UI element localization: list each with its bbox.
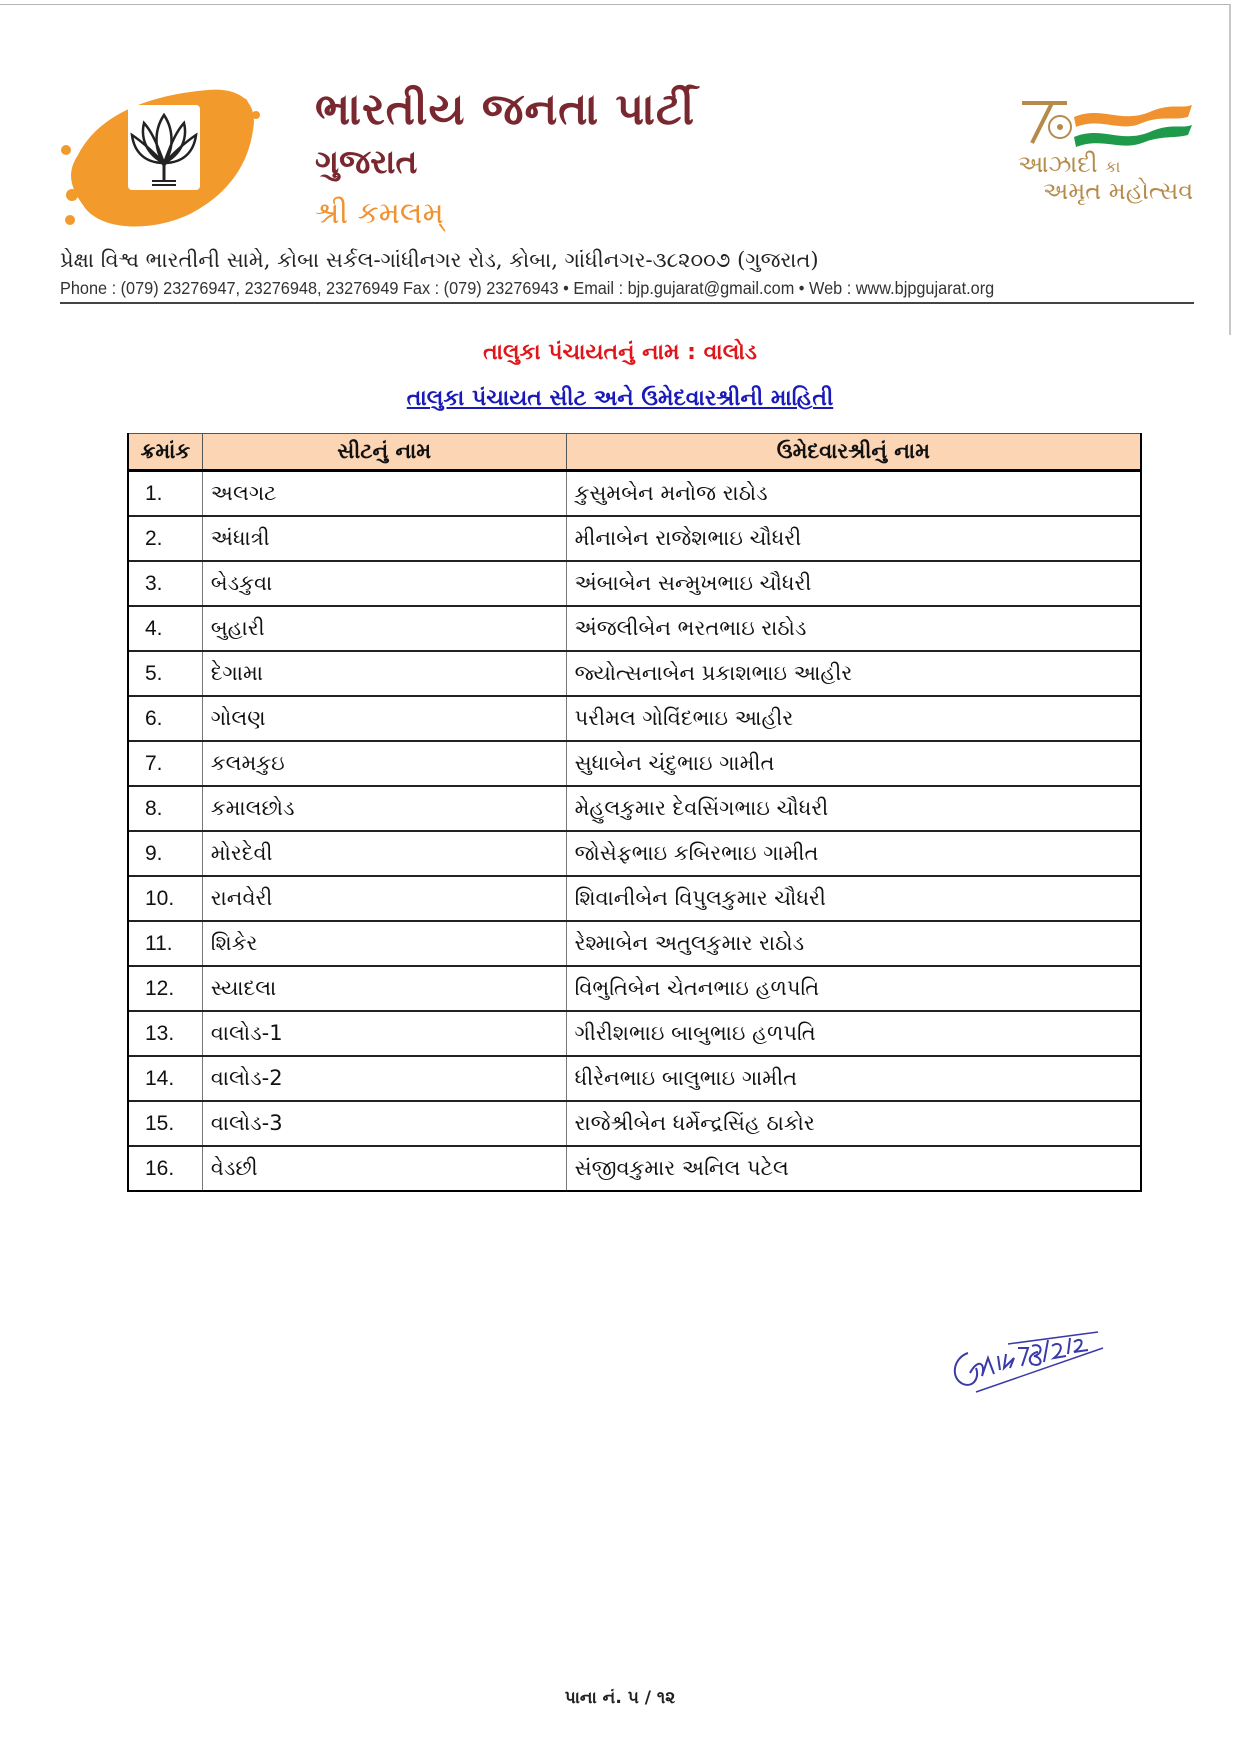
serial-cell: 4.: [128, 606, 202, 651]
candidate-name-cell: વિભુતિબેન ચેતનભાઇ હળપતિ: [566, 966, 1141, 1011]
table-row: [128, 876, 1141, 921]
seat-name-cell: શિકેર: [202, 921, 566, 966]
serial-cell: 11.: [128, 921, 202, 966]
serial-cell: 1.: [128, 471, 202, 517]
seat-name-cell: અંધાત્રી: [202, 516, 566, 561]
table-row: [128, 831, 1141, 876]
seat-name-cell: કમાલછોડ: [202, 786, 566, 831]
candidate-name-cell: અંબાબેન સન્મુખભાઇ ચૌધરી: [566, 561, 1141, 606]
candidate-name-cell: રાજેશ્રીબેન ધર્મેન્દ્રસિંહ ઠાકોર: [566, 1101, 1141, 1146]
serial-cell: 15.: [128, 1101, 202, 1146]
serial-cell: 6.: [128, 696, 202, 741]
candidate-name-cell: સંજીવકુમાર અનિલ પટેલ: [566, 1146, 1141, 1191]
table-row: [128, 516, 1141, 561]
candidate-name-cell: સુધાબેન ચંદુભાઇ ગામીત: [566, 741, 1141, 786]
candidate-name-cell: ધીરેનભાઇ બાલુભાઇ ગામીત: [566, 1056, 1141, 1101]
candidate-name-cell: જોસેફભાઇ કબિરભાઇ ગામીત: [566, 831, 1141, 876]
seat-name-cell: ગોલણ: [202, 696, 566, 741]
serial-cell: 3.: [128, 561, 202, 606]
candidate-name-cell: શિવાનીબેન વિપુલકુમાર ચૌધરી: [566, 876, 1141, 921]
seat-name-cell: સ્યાદલા: [202, 966, 566, 1011]
serial-cell: 5.: [128, 651, 202, 696]
seat-candidate-table: [127, 433, 1142, 1192]
seat-name-cell: વાલોડ-3: [202, 1101, 566, 1146]
handwritten-signature-icon: [948, 1318, 1108, 1408]
section-title: તાલુકા પંચાયત સીટ અને ઉમેદવારશ્રીની માહિતી: [406, 386, 834, 411]
table-row: [128, 471, 1141, 517]
candidate-name-cell: ગીરીશભાઇ બાબુભાઇ હળપતિ: [566, 1011, 1141, 1056]
table-row: [128, 1146, 1141, 1191]
seat-name-cell: વાલોડ-2: [202, 1056, 566, 1101]
serial-cell: 16.: [128, 1146, 202, 1191]
table-body: [128, 471, 1141, 1192]
serial-cell: 14.: [128, 1056, 202, 1101]
seat-name-cell: કલમકુઇ: [202, 741, 566, 786]
contact-info: Phone : (079) 23276947, 23276948, 23276949 Fax : (079) 23276943 • Email : bjp.gujarat@gmail.com • Web : www.bjpgujarat.org: [60, 278, 995, 298]
table-row: [128, 921, 1141, 966]
seat-name-cell: મોરદેવી: [202, 831, 566, 876]
candidate-name-cell: જ્યોત્સનાબેન પ્રકાશભાઇ આહીર: [566, 651, 1141, 696]
seat-name-cell: રાનવેરી: [202, 876, 566, 921]
column-header-candidate: ઉમેદવારશ્રીનું નામ: [566, 434, 1141, 471]
seat-name-cell: વાલોડ-1: [202, 1011, 566, 1056]
serial-cell: 9.: [128, 831, 202, 876]
table-row: [128, 606, 1141, 651]
candidate-name-cell: રેશ્માબેન અતુલકુમાર રાઠોડ: [566, 921, 1141, 966]
taluka-title: તાલુકા પંચાયતનું નામ : વાલોડ: [483, 340, 757, 365]
header-divider: [60, 302, 1194, 304]
table-row: [128, 741, 1141, 786]
serial-cell: 8.: [128, 786, 202, 831]
seat-name-cell: દેગામા: [202, 651, 566, 696]
page-number: પાના નં. ૫ / ૧૨: [564, 1688, 676, 1708]
table-row: [128, 786, 1141, 831]
table-row: [128, 651, 1141, 696]
serial-cell: 13.: [128, 1011, 202, 1056]
seat-name-cell: અલગટ: [202, 471, 566, 517]
amrit-line1: [1018, 150, 1120, 178]
amrit-line1-small: કા: [1105, 157, 1121, 176]
office-address: પ્રેક્ષા વિશ્વ ભારતીની સામે, કોબા સર્કલ-ગાંધીનગર રોડ, કોબા, ગાંધીનગર-૩૮૨૦૦૭ (ગુજરાત): [60, 248, 819, 272]
seat-name-cell: વેડછી: [202, 1146, 566, 1191]
serial-cell: 2.: [128, 516, 202, 561]
column-header-serial: ક્રમાંક: [128, 434, 202, 471]
amrit-line1-text: આઝાદી: [1018, 150, 1098, 178]
seat-name-cell: બુહારી: [202, 606, 566, 651]
column-header-seat: સીટનું નામ: [202, 434, 566, 471]
serial-cell: 10.: [128, 876, 202, 921]
bjp-lotus-logo-icon: [58, 85, 288, 235]
serial-cell: 12.: [128, 966, 202, 1011]
candidate-name-cell: કુસુમબેન મનોજ રાઠોડ: [566, 471, 1141, 517]
org-state: ગુજરાત: [315, 142, 418, 181]
candidate-name-cell: મીનાબેન રાજેશભાઇ ચૌધરી: [566, 516, 1141, 561]
office-name: શ્રી કમલમ્: [315, 196, 444, 231]
table-row: [128, 966, 1141, 1011]
table-row: [128, 1011, 1141, 1056]
seat-name-cell: બેડકુવા: [202, 561, 566, 606]
table-row: [128, 1101, 1141, 1146]
table-header-row: [128, 434, 1141, 471]
table-row: [128, 561, 1141, 606]
serial-cell: 7.: [128, 741, 202, 786]
candidate-name-cell: મેહુલકુમાર દેવસિંગભાઇ ચૌધરી: [566, 786, 1141, 831]
candidate-name-cell: પરીમલ ગોવિંદભાઇ આહીર: [566, 696, 1141, 741]
candidate-name-cell: અંજલીબેન ભરતભાઇ રાઠોડ: [566, 606, 1141, 651]
org-name: ભારતીય જનતા પાર્ટી: [315, 84, 696, 135]
amrit-line2: અમૃત મહોત્સવ: [1043, 177, 1194, 205]
table-row: [128, 696, 1141, 741]
table-row: [128, 1056, 1141, 1101]
